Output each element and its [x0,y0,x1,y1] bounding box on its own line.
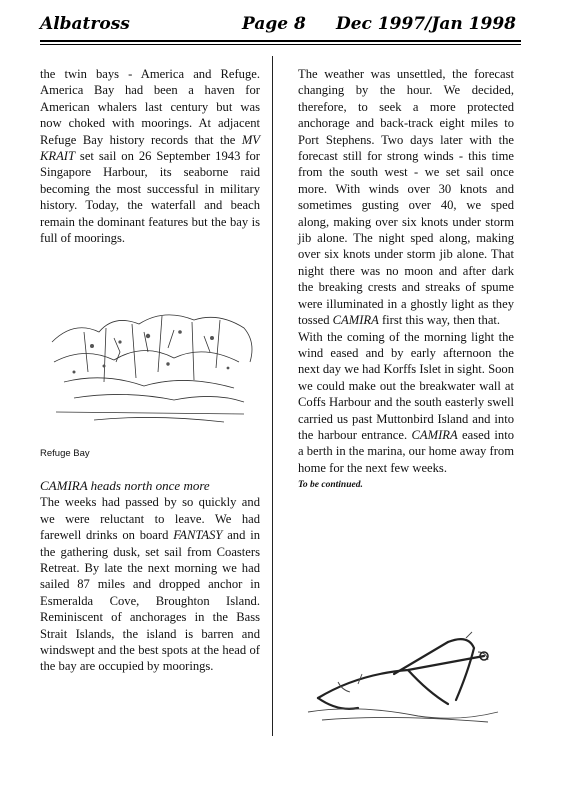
page-header [40,8,520,44]
text-run: set sail on 26 September 1943 for Singapore Harbour, its seaborne raid becoming the most successful in military history. Today, the waterfall and beach remain the dominant features but the bay is full of moorings. [40,149,260,246]
page-number: Page 8 [242,14,306,34]
text-run: first this way, then that. [378,313,501,328]
image-caption: Refuge Bay [40,448,90,459]
section-heading: CAMIRA heads north once more [40,478,210,493]
right-paragraph-1 [298,66,514,329]
boat-name: FANTASY [173,528,223,543]
text-run: and in the gathering dusk, set sail from Coasters Retreat. By late the next morning we had sailed 87 miles and dropped anchor in Esmeralda Cove, Broughton Island. Reminiscent of anchorages in the Bass Strait Islands, the island is barren and windswept and the best spots at the head of the bay are occupied by moorings. [40,528,260,674]
text-run: The weather was unsettled, the forecast changing by the hour. We decided, therefore, to seek a more protected anchorage and back-track eight miles to Port Stephens. Two days later with the forecast still for strong winds - this time from the south west - we set sail once more. With winds over 30 knots and sometimes gusting over 40, we sped along, making over six knots under storm jib alone. The night sped along, making over six knots under storm jib alone. That night there was no moon and after dark the breaking crests and streaks of spume were illuminated in a ghostly light as they tossed [298,67,514,328]
left-column-top [40,66,260,246]
right-column [298,66,514,494]
anchor-sketch [298,612,508,732]
text-run: The weeks had passed by so quickly and we were reluctant to leave. We had farewell drinks on board [40,495,260,543]
left-paragraph-2 [40,494,260,674]
header-rule-thin [40,44,521,45]
left-paragraph-1 [40,66,260,246]
to-be-continued: To be continued. [298,480,363,491]
left-column-bottom [40,478,260,675]
boat-name: CAMIRA [332,313,379,328]
text-run: the twin bays - America and Refuge. America Bay had been a haven for American whalers last century but was now choked with moorings. At adjacent Refuge Bay history records that the [40,67,260,147]
header-rule-thick [40,40,521,42]
issue-date: Dec 1997/Jan 1998 [335,14,516,34]
right-paragraph-2 [298,329,514,477]
publication-title: Albatross [40,14,130,34]
boat-name: CAMIRA [411,427,458,442]
text-run: With the coming of the morning light the wind eased and by early afternoon the next day we had Korffs Islet in sight. Soon we could make out the breakwater wall at Coffs Harbour and the south easterly swell carried us past Muttonbird Island and into the harbour entrance. [298,329,514,442]
refuge-bay-sketch [44,302,264,440]
text-run: eased into a berth in the marina, our home away from home for the next few weeks. [298,427,514,475]
column-divider [272,56,273,736]
ship-name: MV KRAIT [40,132,260,164]
